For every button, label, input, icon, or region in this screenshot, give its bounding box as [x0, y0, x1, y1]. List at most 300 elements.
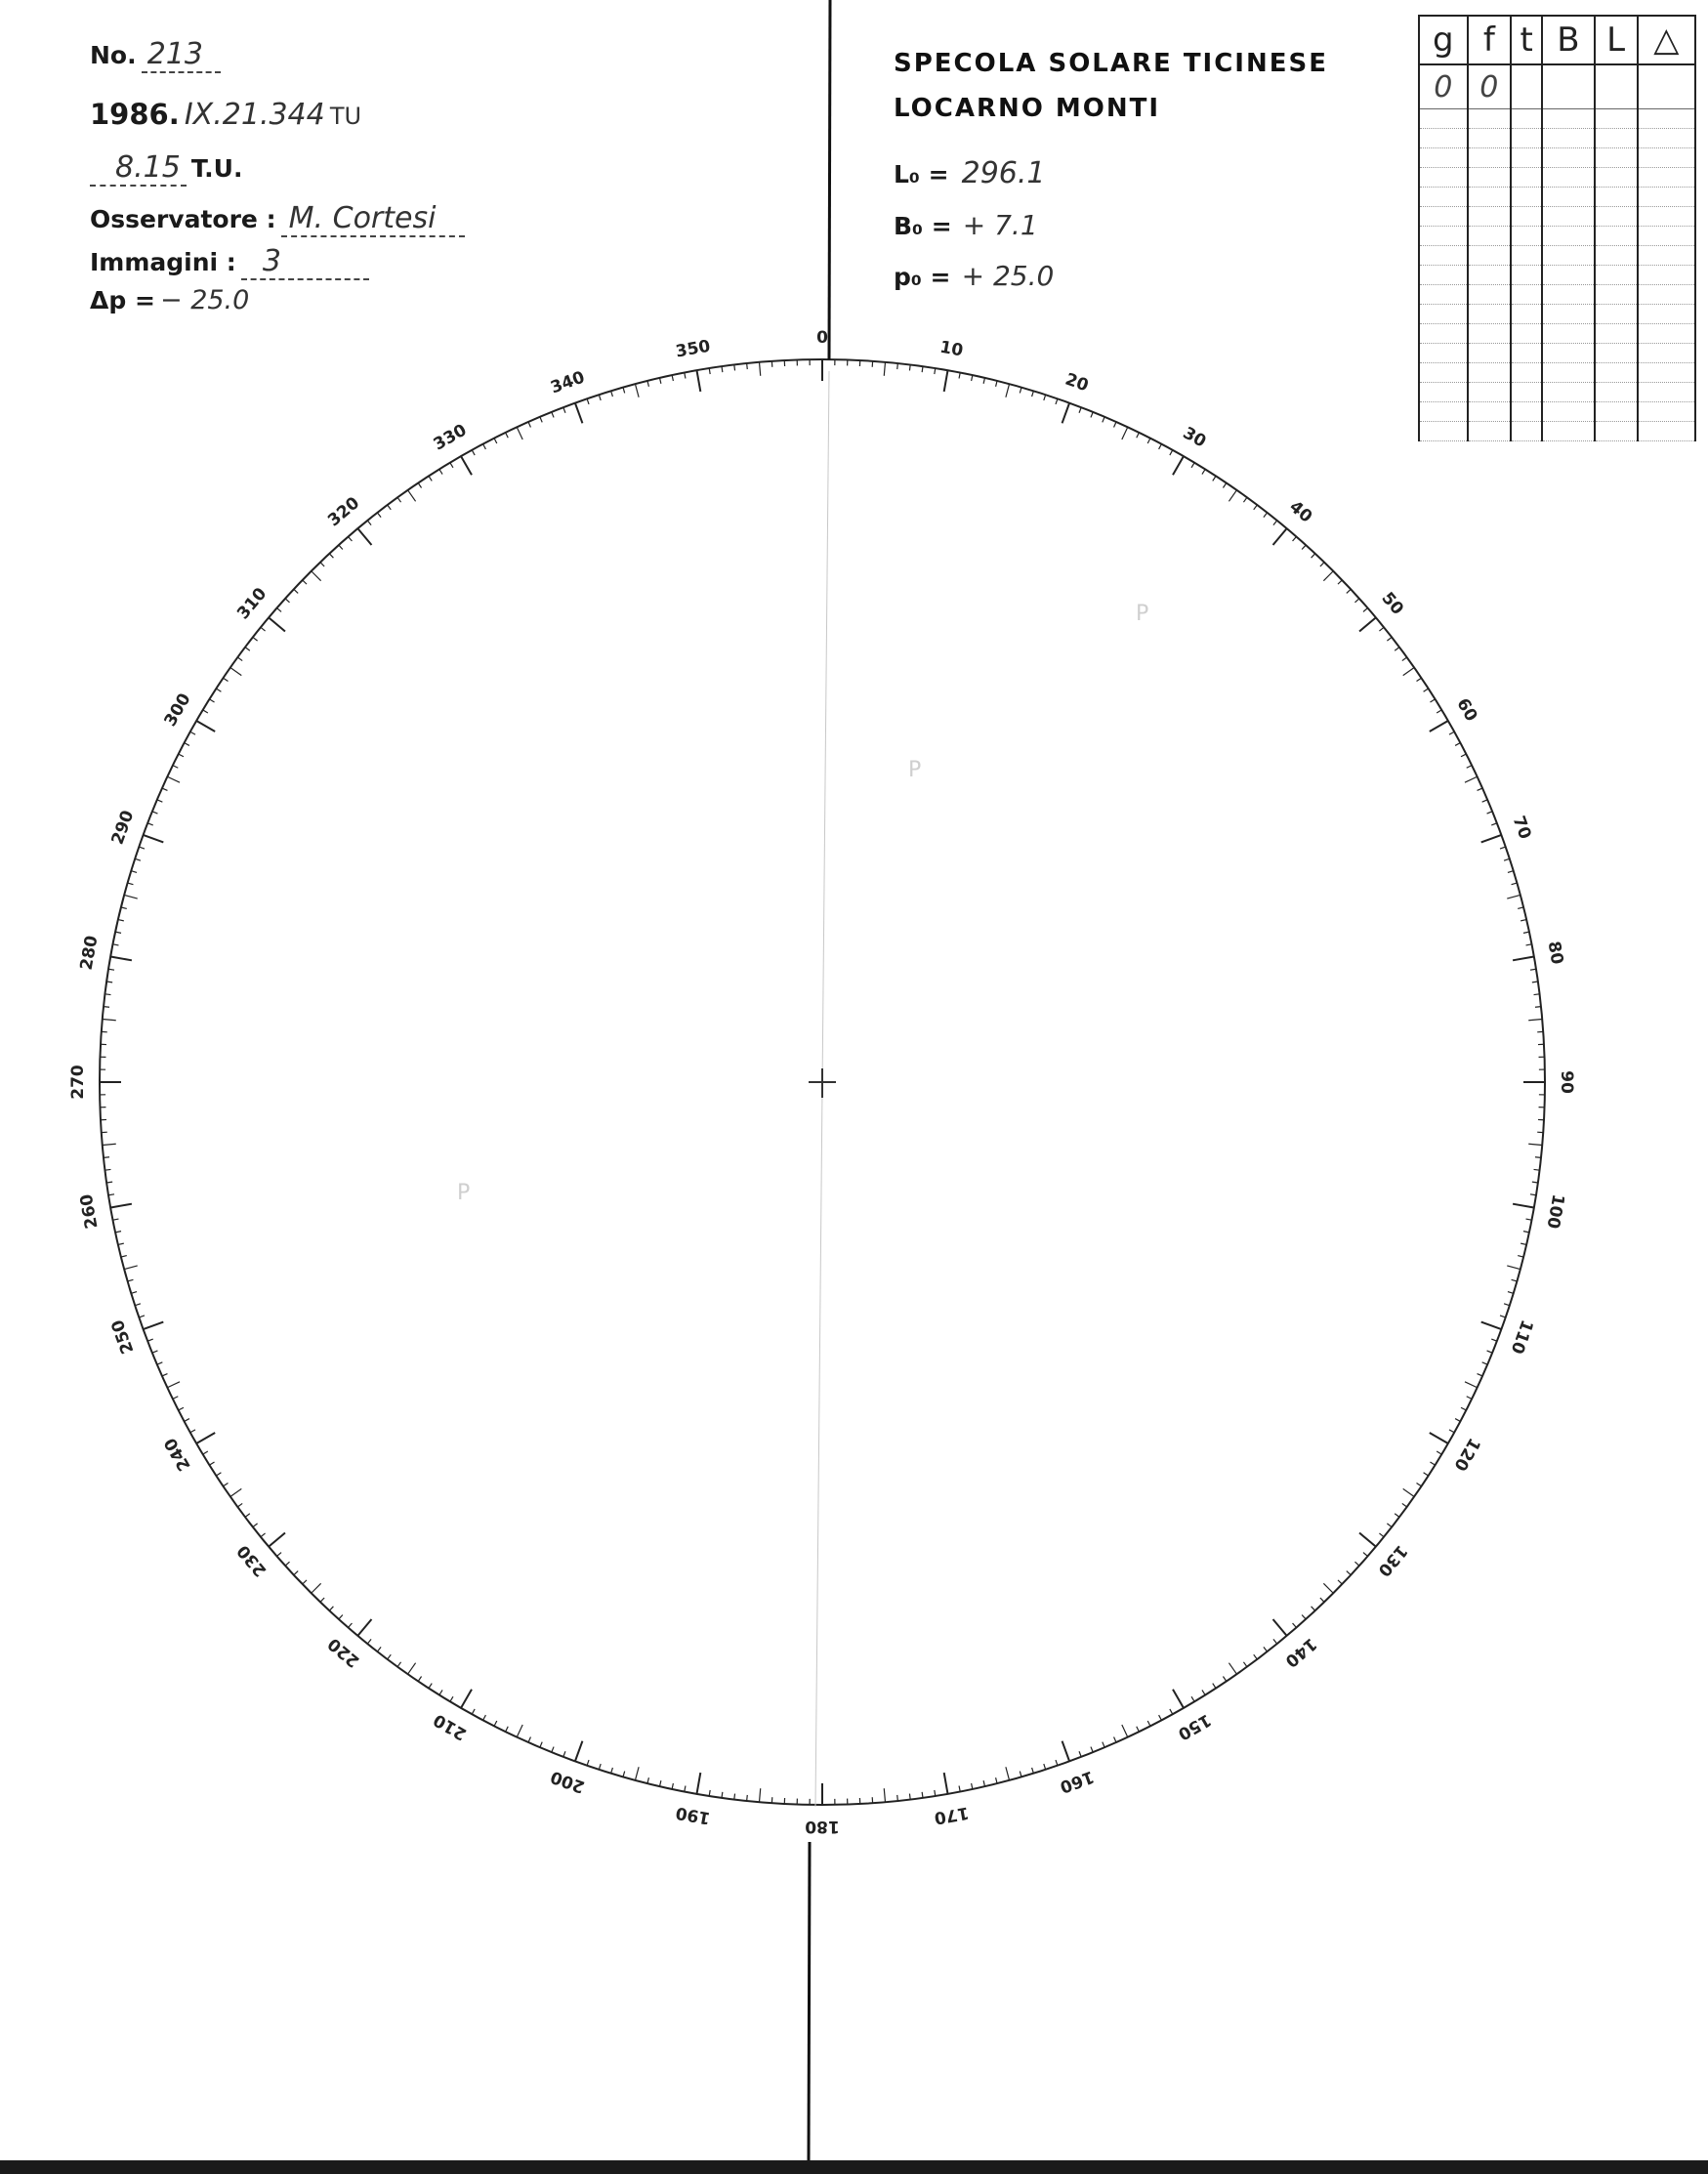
cell-f: 0: [1468, 64, 1511, 109]
rim-tick: [517, 1725, 522, 1737]
rim-tick: [1512, 883, 1518, 885]
rim-tick: [121, 1256, 127, 1257]
rim-tick: [1122, 427, 1128, 439]
rim-tick: [1379, 1533, 1384, 1537]
date-handwritten: IX.21.344: [184, 98, 325, 132]
rim-tick: [104, 1007, 109, 1008]
rim-tick: [329, 1607, 333, 1610]
rim-tick: [1482, 1362, 1488, 1364]
rim-tick: [118, 1243, 124, 1244]
rim-tick: [1147, 439, 1150, 443]
rim-tick: [1103, 1742, 1104, 1748]
rim-tick: [1122, 1725, 1128, 1737]
rim-tick: [103, 1144, 116, 1145]
rim-scale-label: 140: [1280, 1633, 1320, 1671]
rim-tick: [349, 537, 353, 542]
rim-tick: [1487, 1351, 1493, 1353]
rim-tick: [1482, 800, 1488, 802]
rim-scale-label: 150: [1174, 1709, 1215, 1744]
rim-tick: [483, 1715, 486, 1720]
rim-scale-label: 10: [937, 337, 965, 361]
L0-value: 296.1: [961, 156, 1046, 190]
rim-scale-label: 100: [1542, 1192, 1568, 1231]
rim-tick: [1491, 1339, 1497, 1341]
rim-tick: [253, 1524, 258, 1527]
rim-tick: [734, 365, 735, 371]
rim-tick: [1461, 754, 1466, 757]
rim-tick: [1430, 1433, 1448, 1443]
rim-tick: [105, 1169, 111, 1170]
rim-tick: [697, 1773, 701, 1794]
L0-label: L₀ =: [894, 160, 949, 188]
rim-tick: [388, 505, 392, 510]
rim-tick: [124, 1266, 138, 1270]
rim-tick: [922, 366, 923, 372]
rim-tick: [1223, 1677, 1226, 1682]
rim-tick: [1521, 920, 1526, 921]
number-value: 213: [142, 37, 221, 73]
rim-tick: [303, 580, 307, 584]
rim-tick: [959, 373, 960, 379]
rim-tick: [1091, 412, 1093, 418]
rim-scale-label: 0: [816, 328, 828, 348]
rim-scale-label: 340: [548, 367, 588, 398]
rim-tick: [1359, 1533, 1376, 1547]
rim-tick: [599, 395, 601, 400]
rim-tick: [1264, 1647, 1268, 1651]
rim-tick: [1202, 1690, 1205, 1694]
rim-tick: [1312, 1607, 1315, 1610]
rim-tick: [157, 1362, 163, 1364]
rim-scale-label: 70: [1508, 813, 1535, 842]
rim-tick: [261, 1533, 266, 1537]
rim-tick: [1170, 450, 1173, 455]
rim-tick: [162, 788, 167, 790]
rim-tick: [1507, 1266, 1521, 1270]
observer-label: Osservatore :: [90, 205, 276, 233]
rim-tick: [277, 1553, 282, 1557]
rim-scale-label: 250: [107, 1317, 139, 1357]
rim-tick: [1006, 1767, 1010, 1780]
rim-tick: [972, 375, 973, 381]
rim-tick: [635, 384, 639, 397]
rim-tick: [1273, 528, 1287, 545]
rim-scale-label: 20: [1062, 369, 1092, 397]
rim-tick: [599, 1764, 601, 1770]
rim-tick: [1229, 490, 1236, 501]
rim-tick: [429, 476, 432, 481]
rim-tick: [660, 1780, 661, 1786]
rim-tick: [1437, 710, 1441, 713]
rim-tick: [884, 1788, 885, 1802]
date-year: 1986.: [90, 98, 180, 131]
rim-tick: [1264, 513, 1268, 518]
rim-tick: [104, 1157, 109, 1158]
rim-tick: [1062, 403, 1070, 424]
rim-tick: [1513, 1204, 1534, 1208]
rim-tick: [1535, 1007, 1541, 1008]
rim-tick: [1455, 743, 1460, 746]
rim-scale-label: 190: [674, 1802, 712, 1828]
rim-tick: [397, 497, 401, 502]
rim-tick: [1273, 1619, 1287, 1636]
rim-tick: [709, 1790, 710, 1796]
rim-tick: [1478, 1374, 1482, 1376]
rim-tick: [1137, 433, 1140, 438]
rim-tick: [1243, 1662, 1247, 1667]
rim-tick: [357, 1619, 371, 1636]
rim-tick: [115, 1232, 121, 1233]
rim-tick: [528, 1737, 530, 1742]
rim-tick: [418, 483, 421, 488]
rim-tick: [128, 1279, 134, 1281]
rim-tick: [660, 378, 661, 384]
rim-tick: [1507, 895, 1521, 899]
rim-scale-label: 220: [324, 1633, 364, 1671]
rim-tick: [1354, 599, 1358, 603]
rim-tick: [216, 689, 221, 691]
rim-tick: [1302, 545, 1306, 549]
rim-tick: [1044, 395, 1046, 400]
rim-tick: [672, 375, 673, 381]
rim-tick: [1430, 1462, 1435, 1465]
rim-tick: [563, 407, 565, 413]
rim-tick: [131, 871, 137, 873]
rim-tick: [1020, 388, 1021, 394]
rim-tick: [1114, 422, 1116, 427]
col-header-delta: △: [1638, 16, 1695, 64]
rim-tick: [1312, 554, 1315, 558]
rim-tick: [1455, 1419, 1460, 1422]
rim-tick: [128, 883, 134, 885]
rim-tick: [320, 1598, 324, 1602]
north-axis-line: [829, 0, 830, 359]
rim-scale-label: 290: [107, 808, 139, 848]
rim-tick: [1147, 1721, 1150, 1726]
rim-tick: [1387, 637, 1392, 641]
rim-tick: [377, 513, 381, 518]
rim-tick: [216, 1473, 221, 1476]
rim-tick: [611, 1768, 613, 1774]
rim-tick: [575, 403, 583, 424]
B0-value: + 7.1: [962, 209, 1038, 241]
rim-tick: [1526, 944, 1532, 945]
rim-tick: [1508, 1292, 1514, 1294]
rim-tick: [115, 932, 121, 933]
rim-tick: [635, 1767, 639, 1780]
rim-tick: [245, 648, 250, 651]
rim-scale-label: 110: [1506, 1317, 1537, 1357]
rim-tick: [103, 1020, 116, 1021]
rim-scale-label: 270: [68, 1065, 88, 1100]
rim-tick: [1229, 1663, 1236, 1674]
rim-tick: [540, 1742, 542, 1748]
rim-tick: [1159, 444, 1162, 449]
rim-tick: [1254, 505, 1258, 510]
rim-tick: [1359, 617, 1376, 631]
rim-tick: [1103, 417, 1104, 423]
delta-p-label: Δp =: [90, 286, 155, 314]
rim-scale-label: 350: [674, 336, 712, 362]
rim-tick: [1062, 1741, 1070, 1762]
rim-tick: [540, 417, 542, 423]
rim-tick: [162, 1374, 167, 1376]
rim-tick: [1363, 1553, 1368, 1557]
rim-tick: [294, 1571, 298, 1575]
rim-tick: [1354, 1562, 1358, 1566]
col-header-L: L: [1595, 16, 1638, 64]
rim-tick: [357, 528, 371, 545]
rim-tick: [647, 1777, 648, 1783]
rim-tick: [1512, 1279, 1518, 1281]
rim-tick: [1523, 932, 1529, 933]
rim-tick: [1323, 1583, 1333, 1593]
rim-tick: [230, 668, 241, 676]
rim-scale-label: 260: [76, 1192, 103, 1231]
rim-tick: [147, 823, 153, 825]
rim-tick: [1363, 608, 1368, 612]
rim-tick: [1449, 1430, 1454, 1433]
rim-tick: [388, 1654, 392, 1659]
rim-tick: [1430, 721, 1448, 732]
rim-tick: [408, 490, 416, 501]
rim-tick: [1481, 835, 1502, 843]
rim-tick: [1173, 1690, 1184, 1708]
rim-tick: [1500, 847, 1506, 849]
rim-tick: [312, 1583, 321, 1593]
rim-scale-label: 240: [160, 1434, 195, 1475]
rim-tick: [124, 895, 138, 899]
rim-tick: [303, 1580, 307, 1584]
p0-label: p₀ =: [894, 263, 951, 291]
col-header-g: g: [1419, 16, 1468, 64]
rim-tick: [1273, 521, 1277, 525]
rim-tick: [269, 617, 285, 631]
rim-tick: [131, 1292, 137, 1294]
rim-tick: [108, 969, 114, 970]
rim-tick: [1403, 668, 1414, 676]
rim-tick: [1302, 1614, 1306, 1618]
rim-scale-label: 280: [76, 934, 103, 972]
rim-tick: [1213, 476, 1216, 481]
rim-tick: [320, 563, 324, 566]
rim-scale-label: 330: [430, 420, 471, 455]
rim-tick: [611, 391, 613, 397]
rim-tick: [285, 599, 289, 603]
rim-tick: [1273, 1639, 1277, 1644]
time-value: 8.15: [90, 150, 187, 187]
rim-tick: [1191, 463, 1194, 468]
rim-scale-label: 80: [1543, 940, 1567, 967]
rim-tick: [1467, 766, 1472, 769]
rim-tick: [494, 439, 497, 443]
rim-tick: [461, 456, 472, 475]
rim-tick: [173, 766, 178, 769]
rim-tick: [734, 1794, 735, 1800]
rim-tick: [113, 1219, 119, 1220]
rim-tick: [230, 1488, 241, 1496]
rim-tick: [996, 381, 997, 387]
rim-tick: [1044, 1764, 1046, 1770]
rim-scale-label: 120: [1449, 1434, 1484, 1475]
rim-tick: [506, 433, 509, 438]
rim-tick: [1513, 957, 1534, 961]
rim-tick: [1487, 812, 1493, 814]
rim-tick: [1521, 1243, 1526, 1244]
rim-tick: [135, 1304, 141, 1306]
rim-tick: [339, 545, 343, 549]
rim-tick: [685, 373, 686, 379]
rim-tick: [1320, 563, 1324, 566]
rim-tick: [944, 1773, 948, 1794]
rim-tick: [672, 1783, 673, 1789]
rim-tick: [209, 1462, 214, 1465]
rim-tick: [1254, 1654, 1258, 1659]
rim-tick: [884, 362, 885, 376]
rim-tick: [397, 1662, 401, 1667]
rim-tick: [587, 1760, 589, 1766]
rim-tick: [144, 835, 164, 843]
rim-tick: [722, 1792, 723, 1798]
rim-tick: [909, 1794, 910, 1800]
rim-scale-label: 180: [805, 1817, 840, 1836]
rim-tick: [1213, 1684, 1216, 1689]
rim-tick: [1508, 871, 1514, 873]
rim-tick: [506, 1727, 509, 1732]
col-header-t: t: [1511, 16, 1542, 64]
rim-tick: [587, 398, 589, 404]
rim-tick: [575, 1741, 583, 1762]
rim-tick: [1243, 497, 1247, 502]
rim-tick: [996, 1777, 997, 1783]
rim-tick: [1079, 1751, 1081, 1757]
rim-tick: [261, 627, 266, 631]
p0-value: + 25.0: [961, 260, 1055, 292]
rim-tick: [110, 1204, 132, 1208]
rim-tick: [1430, 699, 1435, 702]
rim-tick: [196, 721, 215, 732]
rim-tick: [439, 469, 442, 474]
stray-pencil-mark: P: [1136, 602, 1149, 626]
rim-scale-label: 160: [1057, 1766, 1097, 1797]
rim-tick: [106, 1182, 112, 1183]
rim-tick: [709, 368, 710, 374]
rim-tick: [135, 858, 141, 860]
rim-tick: [1535, 1157, 1541, 1158]
rim-tick: [972, 1783, 973, 1789]
rim-tick: [179, 754, 184, 757]
rim-tick: [685, 1786, 686, 1792]
rim-tick: [528, 422, 530, 427]
rim-tick: [1465, 1382, 1478, 1388]
rim-tick: [1424, 1473, 1429, 1476]
rim-tick: [209, 699, 214, 702]
rim-tick: [1402, 657, 1407, 661]
B0-label: B₀ =: [894, 212, 952, 240]
rim-tick: [1032, 391, 1034, 397]
rim-tick: [1449, 732, 1454, 734]
institution-location: LOCARNO MONTI: [894, 94, 1161, 123]
rim-tick: [1491, 823, 1497, 825]
rim-tick: [1500, 1316, 1506, 1317]
rim-scale-label: 30: [1179, 423, 1210, 452]
rim-scale-label: 90: [1557, 1070, 1576, 1094]
rim-tick: [152, 812, 158, 814]
rim-tick: [450, 1696, 453, 1701]
rim-tick: [329, 554, 333, 558]
rim-tick: [1320, 1598, 1324, 1602]
rim-tick: [1528, 1020, 1542, 1021]
rim-scale-label: 50: [1377, 588, 1407, 619]
rim-tick: [1534, 994, 1540, 995]
rim-tick: [1437, 1451, 1441, 1454]
rim-tick: [472, 1709, 475, 1714]
rim-tick: [1395, 1514, 1399, 1518]
images-value: 3: [241, 244, 369, 280]
rim-tick: [1223, 483, 1226, 488]
rim-tick: [747, 363, 748, 369]
rim-tick: [747, 1795, 748, 1801]
rim-tick: [185, 1419, 189, 1422]
col-header-B: B: [1542, 16, 1594, 64]
rim-tick: [1530, 1194, 1536, 1195]
rim-tick: [959, 1786, 960, 1792]
rim-tick: [1417, 678, 1422, 681]
delta-p-value: − 25.0: [160, 285, 250, 315]
rim-tick: [983, 378, 984, 384]
rim-tick: [1478, 788, 1482, 790]
rim-tick: [909, 365, 910, 371]
rim-tick: [1170, 1709, 1173, 1714]
rim-tick: [1293, 1623, 1297, 1628]
rim-tick: [245, 1514, 250, 1518]
rim-tick: [1137, 1727, 1140, 1732]
rim-tick: [339, 1614, 343, 1618]
number-label: No.: [90, 41, 137, 69]
rim-tick: [1534, 1169, 1540, 1170]
rim-tick: [623, 1772, 625, 1777]
rim-tick: [418, 1677, 421, 1682]
rim-tick: [253, 637, 258, 641]
rim-tick: [623, 388, 625, 394]
rim-tick: [203, 710, 208, 713]
rim-tick: [494, 1721, 497, 1726]
rim-tick: [108, 1194, 114, 1195]
rim-tick: [312, 571, 321, 581]
rim-tick: [147, 1339, 153, 1341]
rim-tick: [349, 1623, 353, 1628]
rim-tick: [110, 957, 132, 961]
rim-tick: [152, 1351, 158, 1353]
rim-tick: [1347, 1571, 1351, 1575]
rim-tick: [157, 800, 163, 802]
rim-tick: [1417, 1483, 1422, 1485]
rim-tick: [224, 1483, 229, 1485]
rim-tick: [179, 1407, 184, 1410]
rim-tick: [697, 370, 701, 392]
rim-tick: [1006, 384, 1010, 397]
rim-scale-label: 210: [430, 1709, 471, 1744]
rim-tick: [203, 1451, 208, 1454]
col-header-f: f: [1468, 16, 1511, 64]
rim-tick: [1347, 589, 1351, 593]
rim-tick: [1293, 537, 1297, 542]
rim-tick: [897, 1795, 898, 1801]
rim-scale-label: 320: [324, 493, 364, 531]
rim-tick: [190, 732, 195, 734]
rim-tick: [1467, 1397, 1472, 1400]
rim-tick: [1518, 1256, 1523, 1257]
